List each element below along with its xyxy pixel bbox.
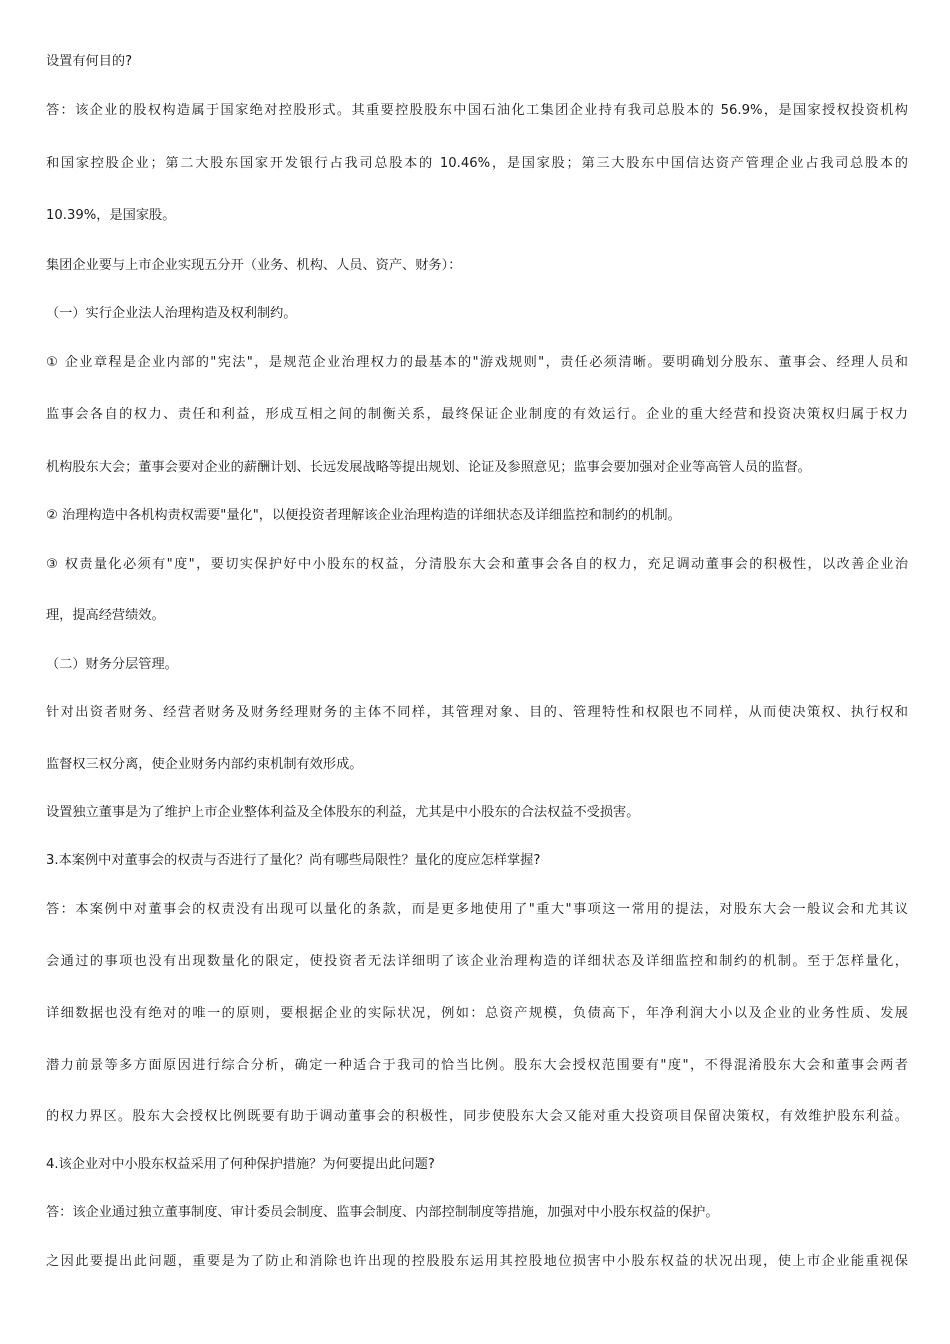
text-line: 答：该企业通过独立董事制度、审计委员会制度、监事会制度、内部控制制度等措施，加强对中小股东权益的保护。 (46, 1205, 719, 1220)
text-line: ③ 权责量化必须有"度"，要切实保护好中小股东的权益，分清股东大会和董事会各自的权力，充足调动董事会的积极性，以改善企业治 (46, 557, 908, 572)
text-line: 机构股东大会；董事会要对企业的薪酬计划、长远发展战略等提出规划、论证及参照意见；监事会要加强对企业等高管人员的监督。 (46, 460, 811, 475)
text-line: 答：该企业的股权构造属于国家绝对控股形式。其重要控股股东中国石油化工集团企业持有我司总股本的 56.9%，是国家授权投资机构 (46, 103, 908, 118)
text-line: 10.39%，是国家股。 (46, 208, 176, 223)
question-heading: 4.该企业对中小股东权益采用了何种保护措施？为何要提出此问题? (46, 1157, 435, 1172)
text-line: 潜力前景等多方面原因进行综合分析，确定一种适合于我司的恰当比例。股东大会授权范围要有"度"，不得混淆股东大会和董事会两者 (46, 1058, 908, 1073)
text-line: 设置有何目的? (46, 54, 133, 69)
text-line: 针对出资者财务、经营者财务及财务经理财务的主体不同样，其管理对象、目的、管理特性和权限也不同样，从而使决策权、执行权和 (46, 705, 908, 720)
text-line: 监督权三权分离，使企业财务内部约束机制有效形成。 (46, 757, 363, 772)
question-heading: 3.本案例中对董事会的权责与否进行了量化？尚有哪些局限性？量化的度应怎样掌握? (46, 853, 541, 868)
section-heading: （二）财务分层管理。 (46, 657, 178, 672)
text-line: 和国家控股企业；第二大股东国家开发银行占我司总股本的 10.46%，是国家股；第三大股东中国信达资产管理企业占我司总股本的 (46, 156, 908, 171)
text-line: 理，提高经营绩效。 (46, 608, 165, 623)
section-heading: （一）实行企业法人治理构造及权利制约。 (46, 306, 297, 321)
text-line: 的权力界区。股东大会授权比例既要有助于调动董事会的积极性，同步使股东大会又能对重大投资项目保留决策权，有效维护股东利益。 (46, 1109, 908, 1124)
text-line: 设置独立董事是为了维护上市企业整体利益及全体股东的利益，尤其是中小股东的合法权益不受损害。 (46, 805, 640, 820)
text-line: 集团企业要与上市企业实现五分开（业务、机构、人员、资产、财务）： (46, 258, 462, 273)
text-line: ① 企业章程是企业内部的"宪法"，是规范企业治理权力的最基本的"游戏规则"，责任必须清晰。要明确划分股东、董事会、经理人员和 (46, 355, 908, 370)
text-line: 详细数据也没有绝对的唯一的原则，要根据企业的实际状况，例如：总资产规模，负债高下，年净利润大小以及企业的业务性质、发展 (46, 1006, 908, 1021)
text-line: 答：本案例中对董事会的权责没有出现可以量化的条款，而是更多地使用了"重大"事项这一常用的提法，对股东大会一般议会和尤其议 (46, 902, 908, 917)
text-line: 监事会各自的权力、责任和利益，形成互相之间的制衡关系，最终保证企业制度的有效运行。企业的重大经营和投资决策权归属于权力 (46, 407, 908, 422)
text-line: ② 治理构造中各机构责权需要"量化"，以便投资者理解该企业治理构造的详细状态及详细监控和制约的机制。 (46, 508, 681, 523)
text-line: 会通过的事项也没有出现数量化的限定，使投资者无法详细明了该企业治理构造的详细状态及详细监控和制约的机制。至于怎样量化， (46, 954, 908, 969)
text-line: 之因此要提出此问题，重要是为了防止和消除也许出现的控股股东运用其控股地位损害中小股东权益的状况出现，使上市企业能重视保 (46, 1254, 908, 1269)
